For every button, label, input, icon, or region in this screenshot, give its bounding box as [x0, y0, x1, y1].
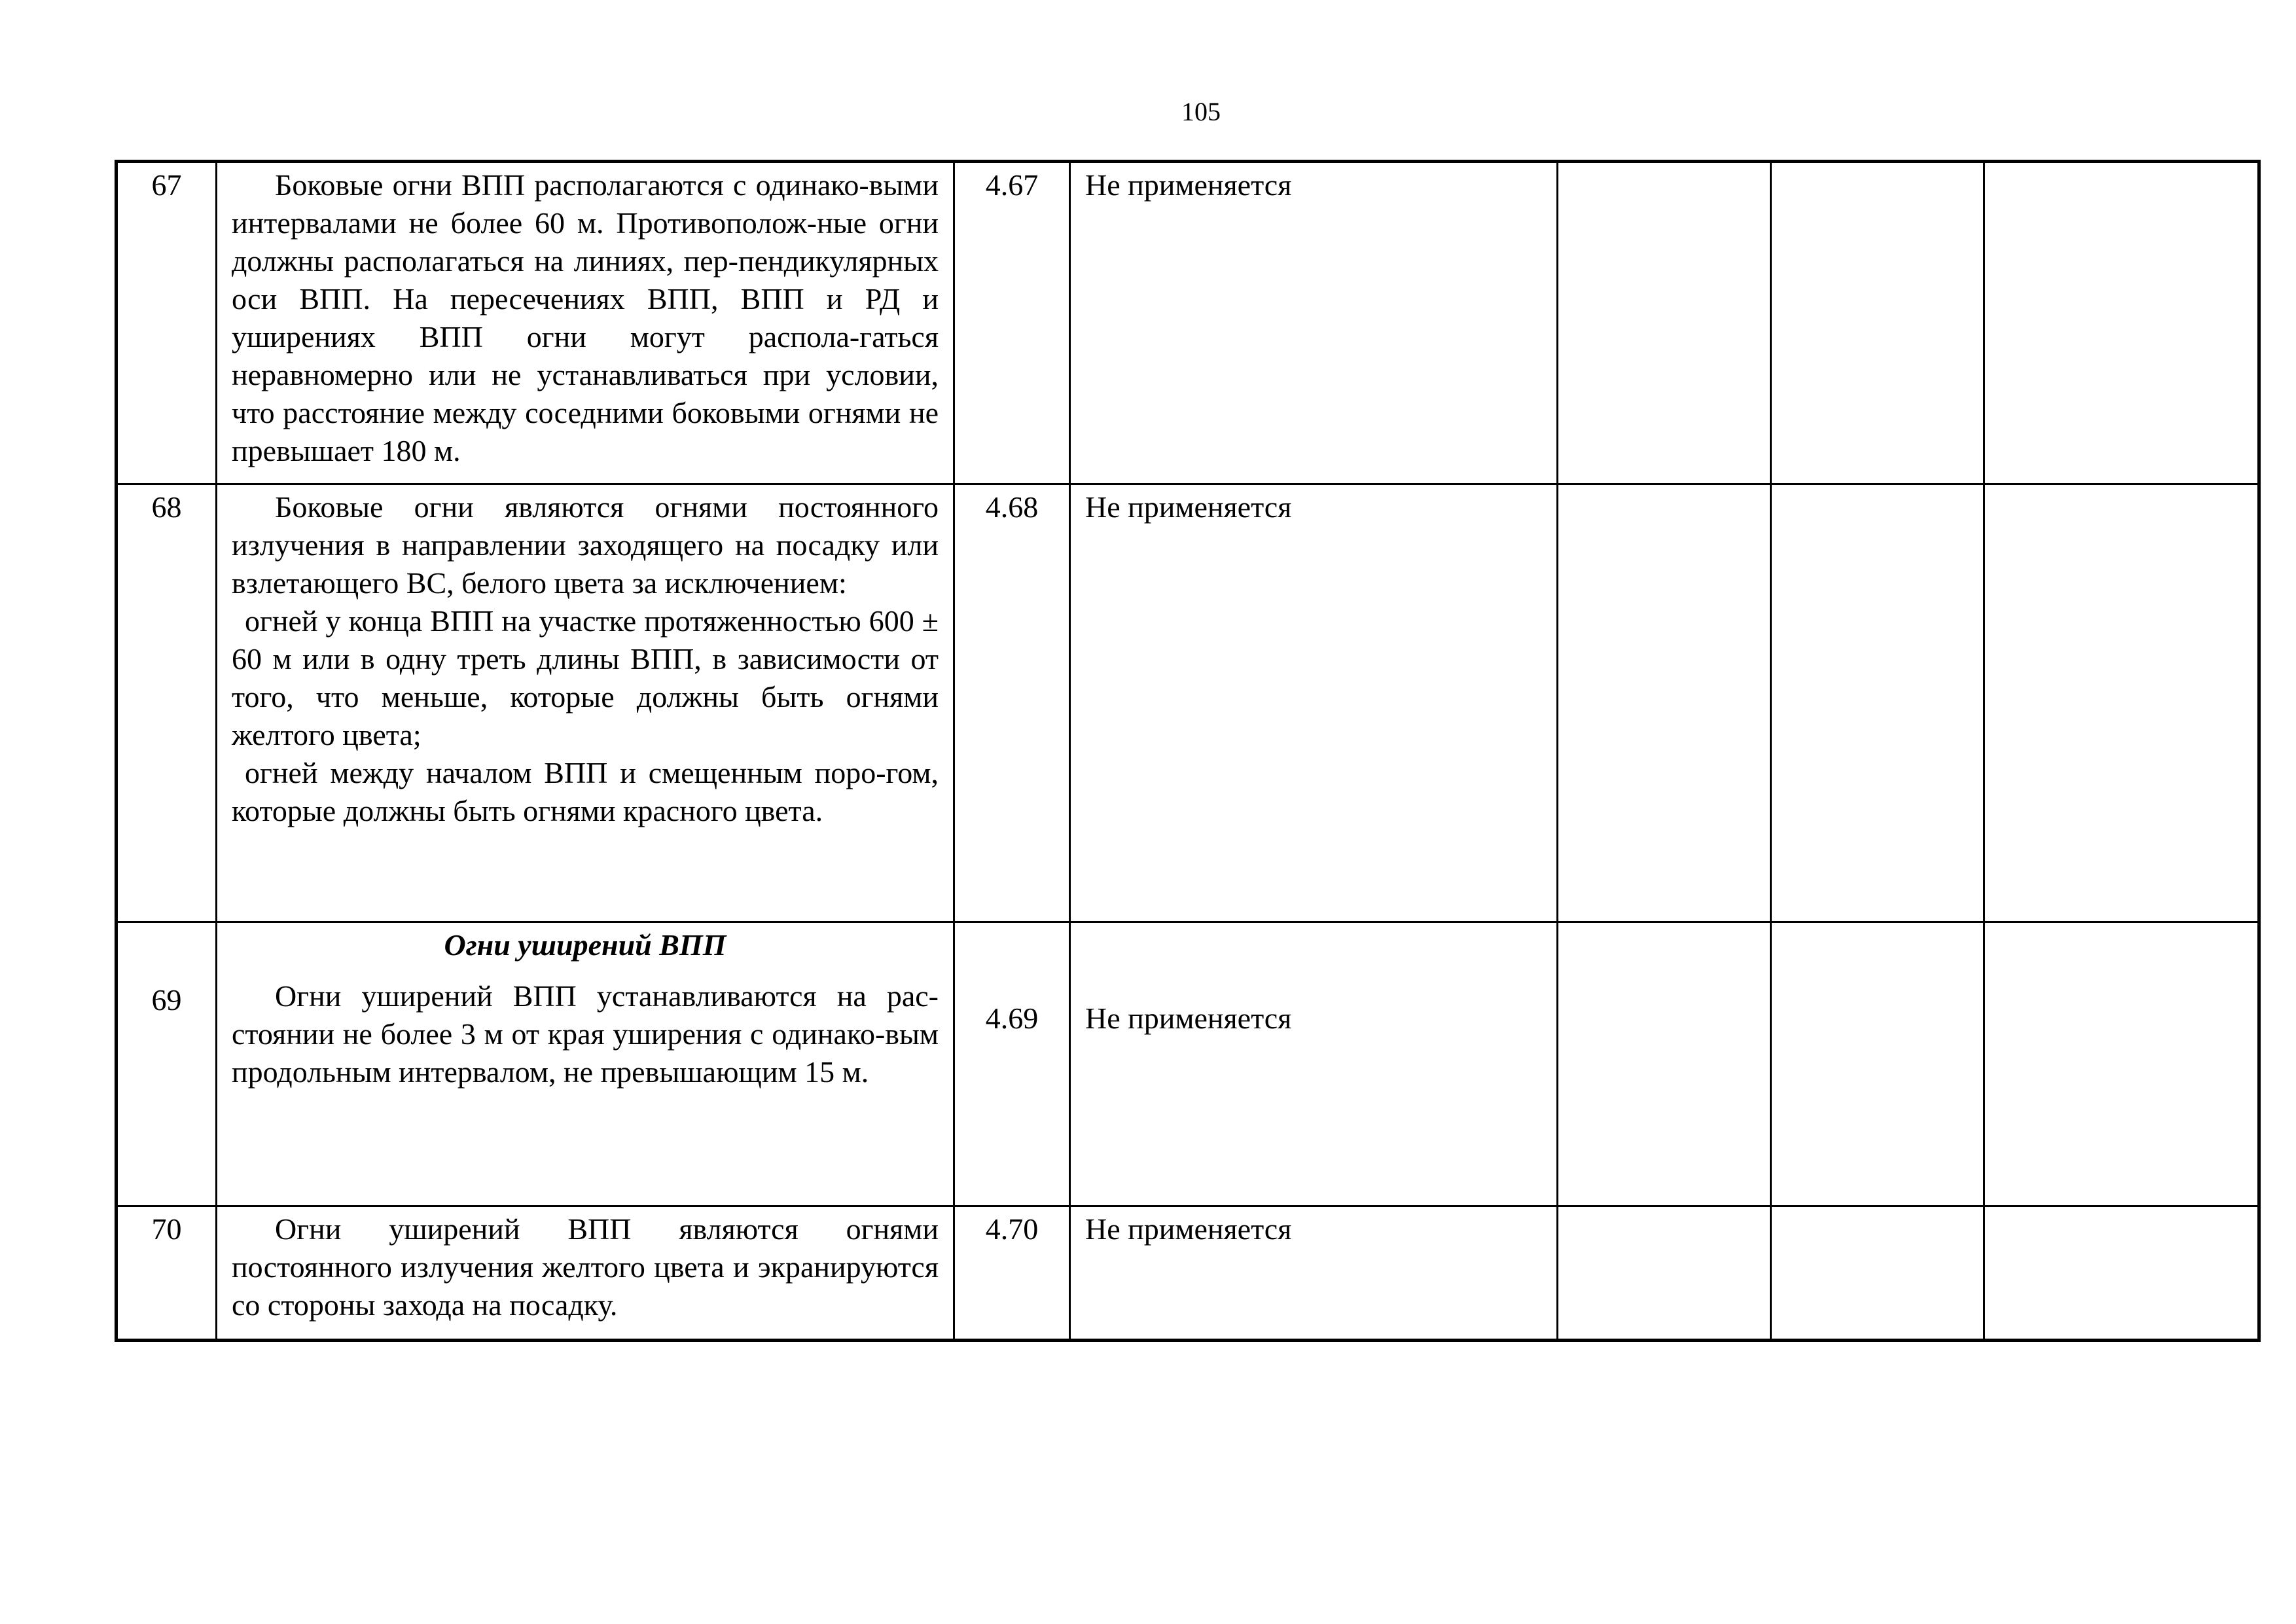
applicability-status: Не применяется [1070, 922, 1558, 1206]
reference-clause: 4.67 [954, 162, 1070, 484]
empty-cell [1984, 484, 2259, 922]
empty-cell [1771, 1206, 1984, 1341]
requirement-paragraph: Боковые огни ВПП располагаются с одинако-выми интервалами не более 60 м. Противополож-ные огни должны располагаться на линиях, пер-пендикулярных оси ВПП. На пересечениях ВПП, ВПП и РД и уширениях ВПП огни могут распола-гаться неравномерно или не устанавливаться при условии, что расстояние между соседними боковыми огнями не превышает 180 м. [232, 168, 939, 467]
applicability-status: Не применяется [1070, 484, 1558, 922]
applicability-status: Не применяется [1070, 1206, 1558, 1341]
empty-cell [1558, 162, 1771, 484]
empty-cell [1771, 922, 1984, 1206]
empty-cell [1771, 162, 1984, 484]
requirement-paragraph: Боковые огни являются огнями постоянного излучения в направлении заходящего на посадку или взлетающего ВС, белого цвета за исключением: [232, 490, 939, 600]
empty-cell [1558, 484, 1771, 922]
reference-clause: 4.69 [954, 922, 1070, 1206]
table-row [117, 162, 2259, 484]
empty-cell [1771, 484, 1984, 922]
applicability-status: Не применяется [1070, 162, 1558, 484]
section-heading: Огни уширений ВПП [444, 928, 726, 962]
requirement-text [217, 162, 954, 484]
page-number: 105 [1181, 97, 1221, 126]
requirement-text [217, 484, 954, 922]
empty-cell [1984, 1206, 2259, 1341]
empty-cell [1558, 1206, 1771, 1341]
requirements-table [115, 160, 2261, 1342]
table-row [117, 484, 2259, 922]
row-number: 67 [117, 162, 217, 484]
requirement-paragraph: Огни уширений ВПП являются огнями постоянного излучения желтого цвета и экранируются со стороны захода на посадку. [232, 1212, 939, 1322]
table-row [117, 1206, 2259, 1341]
reference-clause: 4.68 [954, 484, 1070, 922]
requirement-text [217, 922, 954, 1206]
requirement-paragraph: огней между началом ВПП и смещенным поро-гом, которые должны быть огнями красного цвета. [232, 756, 939, 827]
reference-clause: 4.70 [954, 1206, 1070, 1341]
requirement-text [217, 1206, 954, 1341]
empty-cell [1984, 922, 2259, 1206]
requirement-paragraph: Огни уширений ВПП устанавливаются на рас-стоянии не более 3 м от края уширения с одинако-вым продольным интервалом, не превышающим 15 м. [232, 979, 939, 1089]
empty-cell [1558, 922, 1771, 1206]
requirement-paragraph: огней у конца ВПП на участке протяженностью 600 ± 60 м или в одну треть длины ВПП, в зависимости от того, что меньше, которые должны быть огнями желтого цвета; [232, 604, 939, 751]
row-number: 68 [117, 484, 217, 922]
row-number: 70 [117, 1206, 217, 1341]
table-row [117, 922, 2259, 1206]
row-number: 69 [117, 922, 217, 1206]
empty-cell [1984, 162, 2259, 484]
